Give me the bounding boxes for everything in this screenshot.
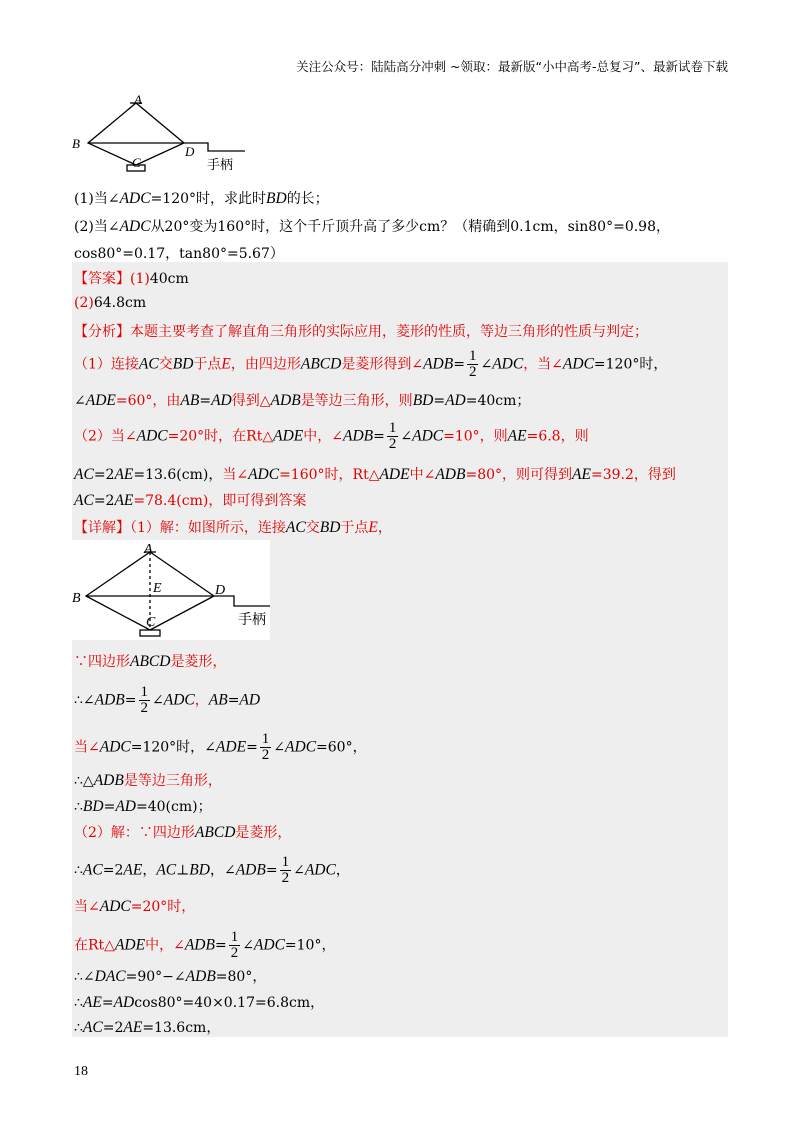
answer-line-2: (2)64.8cm <box>74 295 147 311</box>
label-c: C <box>132 155 141 170</box>
detail-step-3: 当∠ADC=120°时，∠ADE= $\frac{1}{2}$ ∠ADC=60°， <box>74 731 367 763</box>
detail-step-6: （2）解：∵四边形ABCD是菱形， <box>74 824 292 841</box>
label-handle: 手柄 <box>207 157 234 172</box>
page-number: 18 <box>74 1064 88 1079</box>
label-c: C <box>146 615 156 630</box>
label-e: E <box>153 581 162 596</box>
label-handle: 手柄 <box>238 613 266 628</box>
analysis-line-4: AC=2AE=13.6(cm)，当∠ADC=160°时，Rt△ADE中∠ADB=80°，则可得到AE=39.2，得到 <box>74 466 676 483</box>
question-1: (1)当∠ADC=120°时，求此时BD的长； <box>74 190 329 207</box>
jack-figure-2 <box>72 540 270 640</box>
detail-step-1: ∵四边形ABCD是菱形， <box>74 653 227 670</box>
question-2: (2)当∠ADC从20°变为160°时，这个千斤顶升高了多少cm？（精确到0.1cm，sin80°=0.98， <box>74 218 670 235</box>
detail-step-2: ∴∠ADB= $\frac{1}{2}$ ∠ADC，AB=AD <box>74 684 261 716</box>
analysis-line-2: ∠ADE=60°，由AB=AD得到△ADB是等边三角形，则BD=AD=40cm； <box>74 392 531 409</box>
detail-step-7: ∴AC=2AE，AC⊥BD，∠ADB= $\frac{1}{2}$ ∠ADC， <box>74 854 350 886</box>
detail-intro: 【详解】（1）解：如图所示，连接AC交BD于点E， <box>74 519 392 536</box>
detail-step-4: ∴△ADB是等边三角形， <box>74 772 222 789</box>
detail-step-8: 当∠ADC=20°时， <box>74 898 196 915</box>
detail-step-11: ∴AE=ADcos80°=40×0.17=6.8cm， <box>74 994 325 1011</box>
detail-step-10: ∴∠DAC=90°−∠ADB=80°， <box>74 968 267 985</box>
page-header: 关注公众号：陆陆高分冲刺 ~领取：最新版“小中高考-总复习”、最新试卷下载 <box>296 59 728 74</box>
detail-step-9: 在Rt△ADE中，∠ADB= $\frac{1}{2}$ ∠ADC=10°， <box>74 929 336 961</box>
question-2-cont: cos80°=0.17，tan80°=5.67） <box>74 246 284 262</box>
label-a: A <box>134 93 142 107</box>
label-b: B <box>72 591 81 606</box>
label-d: D <box>185 144 195 159</box>
analysis-intro: 【分析】本题主要考查了解直角三角形的实际应用，菱形的性质，等边三角形的性质与判定； <box>74 324 648 340</box>
answer-line-1: 【答案】(1)40cm <box>74 271 189 287</box>
analysis-line-5: AC=2AE=78.4(cm)，即可得到答案 <box>74 492 307 509</box>
analysis-line-1: （1）连接AC交BD于点E，由四边形ABCD是菱形得到∠ADB= $\frac{1}{2}$ ∠ADC，当∠ADC=120°时， <box>74 348 668 380</box>
label-b: B <box>72 136 80 151</box>
jack-figure-1 <box>70 93 250 183</box>
analysis-line-3: （2）当∠ADC=20°时，在Rt△ADE中，∠ADB= $\frac{1}{2}$ ∠ADC=10°，则AE=6.8，则 <box>74 420 589 452</box>
label-d: D <box>215 583 226 598</box>
detail-step-5: ∴BD=AD=40(cm)； <box>74 798 212 815</box>
detail-step-12: ∴AC=2AE=13.6cm， <box>74 1019 221 1036</box>
label-a: A <box>144 542 153 557</box>
